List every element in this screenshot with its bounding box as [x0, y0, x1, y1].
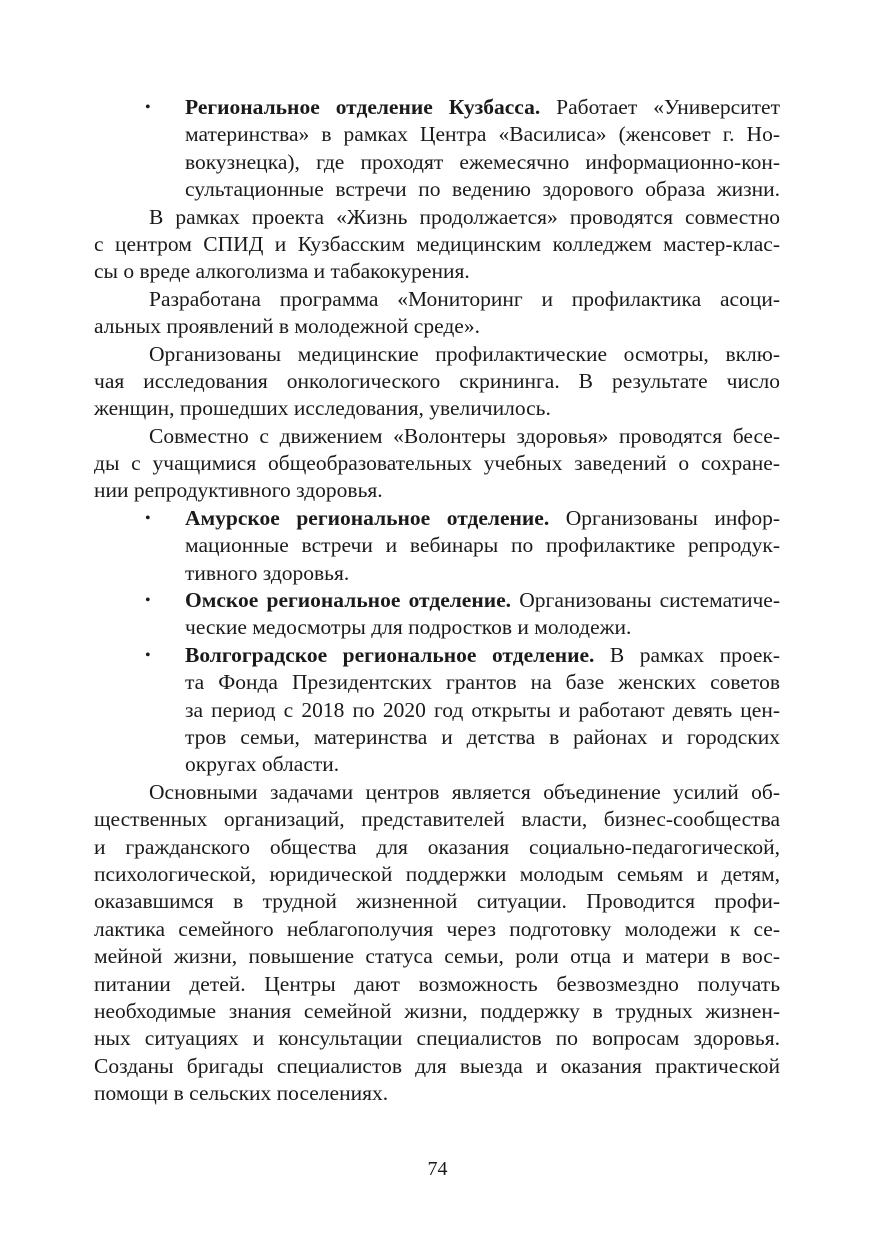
line-text: Работает «Университет: [540, 95, 780, 119]
bold-heading: Амурское региональное отделение.: [185, 505, 550, 530]
text-line: [94, 971, 780, 998]
line-text: вокузнецка), где проходят ежемесячно информационно-кон-: [185, 149, 780, 174]
bullet-marker: •: [145, 592, 151, 610]
line-text: альных проявлений в молодежной среде».: [94, 314, 480, 339]
text-line: [94, 888, 780, 915]
text-line: [94, 341, 780, 368]
line-text: ных ситуациях и консультации специалистов по вопросам здоровья.: [94, 1026, 780, 1051]
line-text: ческие медосмотры для подростков и молодежи.: [185, 615, 632, 640]
line-text: та Фонда Президентских грантов на базе женских советов: [185, 670, 780, 695]
line-text: Разработана программа «Мониторинг и профилактика асоци-: [149, 286, 780, 311]
text-line: [94, 943, 780, 970]
bullet-marker: •: [145, 509, 151, 527]
text-line: [94, 1025, 780, 1052]
bold-heading: Волгоградское региональное отделение.: [185, 642, 595, 667]
text-line: [94, 806, 780, 833]
paragraph: [94, 423, 780, 505]
line-text: мейной жизни, повышение статуса семьи, роли отца и матери в вос-: [94, 944, 780, 969]
bullet-item: [94, 505, 780, 587]
text-line: [94, 368, 780, 395]
bold-heading: Омское региональное отделение.: [185, 588, 512, 613]
line-text: сы о вреде алкоголизма и табакокурения.: [94, 259, 470, 284]
text-line: [94, 450, 780, 477]
line-text: В рамках проек-: [594, 642, 780, 667]
page-number: 74: [427, 1158, 448, 1180]
text-line: [94, 697, 780, 724]
text-line: [94, 998, 780, 1025]
line-text: Созданы бригады специалистов для выезда и оказания практической: [94, 1053, 780, 1078]
line-text: округах области.: [185, 752, 340, 777]
paragraph: [94, 779, 780, 1108]
text-line: [94, 121, 780, 148]
text-line: [94, 614, 780, 641]
bullet-marker: •: [145, 99, 151, 116]
line-text: Совместно с движением «Волонтеры здоровья» проводятся бесе-: [149, 423, 780, 448]
text-line: [94, 532, 780, 559]
text-line: [94, 916, 780, 943]
text-line: [94, 1080, 780, 1107]
paragraph: [94, 204, 780, 286]
line-text: щественных организаций, представителей власти, бизнес-сообщества: [94, 807, 780, 832]
text-line: [94, 642, 780, 669]
line-text: нии репродуктивного здоровья.: [94, 478, 383, 503]
text-line: [94, 1053, 780, 1080]
line-text: мационные встречи и вебинары по профилактике репродук-: [185, 533, 780, 558]
page-body: [94, 94, 780, 1107]
text-line: [94, 724, 780, 751]
text-line: [94, 258, 780, 285]
text-line: [94, 587, 780, 614]
text-line: [94, 505, 780, 532]
bullet-marker: •: [145, 646, 151, 664]
line-text: психологической, юридической поддержки молодым семьям и детям,: [94, 861, 780, 886]
text-line: [94, 204, 780, 231]
line-text: тивного здоровья.: [185, 560, 350, 585]
bullet-item: [94, 587, 780, 642]
line-text: сультационные встречи по ведению здорового образа жизни.: [185, 177, 780, 202]
text-line: [94, 395, 780, 422]
line-text: Основными задачами центров является объединение усилий об-: [149, 779, 780, 804]
text-line: [94, 231, 780, 258]
line-text: необходимые знания семейной жизни, поддержку в трудных жизнен-: [94, 998, 780, 1023]
bold-heading: Региональное отделение Кузбасса.: [185, 95, 541, 119]
text-line: [94, 313, 780, 340]
line-text: Организованы инфор-: [549, 505, 781, 530]
bullet-item: [94, 94, 780, 204]
line-text: за период с 2018 по 2020 год открыты и работают девять цен-: [185, 697, 780, 722]
line-text: чая исследования онкологического скрининга. В результате число: [94, 368, 780, 393]
line-text: и гражданского общества для оказания социально-педагогической,: [94, 834, 780, 859]
line-text: тров семьи, материнства и детства в районах и городских: [185, 724, 780, 749]
text-line: [94, 176, 780, 203]
line-text: оказавшимся в трудной жизненной ситуации. Проводится профи-: [94, 889, 780, 914]
line-text: Организованы медицинские профилактические осмотры, вклю-: [149, 341, 780, 366]
text-line: [94, 751, 780, 778]
text-line: [94, 423, 780, 450]
text-line: [94, 286, 780, 313]
line-text: женщин, прошедших исследования, увеличилось.: [94, 396, 551, 421]
text-line: [94, 669, 780, 696]
line-text: питании детей. Центры дают возможность безвозмездно получать: [94, 971, 780, 996]
text-line: [94, 834, 780, 861]
text-line: [94, 861, 780, 888]
text-line: [94, 560, 780, 587]
line-text: помощи в сельских поселениях.: [94, 1081, 389, 1106]
line-text: В рамках проекта «Жизнь продолжается» проводятся совместно: [149, 204, 780, 229]
text-line: [94, 477, 780, 504]
text-line: [94, 149, 780, 176]
bullet-item: [94, 642, 780, 779]
text-line: [94, 779, 780, 806]
line-text: материнства» в рамках Центра «Василиса» (женсовет г. Но-: [185, 122, 780, 147]
line-text: Организованы систематиче-: [511, 588, 780, 613]
line-text: ды с учащимися общеобразовательных учебных заведений о сохране-: [94, 451, 780, 476]
line-text: с центром СПИД и Кузбасским медицинским колледжем мастер-клас-: [94, 231, 780, 256]
paragraph: [94, 341, 780, 423]
line-text: лактика семейного неблагополучия через подготовку молодежи к се-: [94, 916, 780, 941]
paragraph: [94, 286, 780, 341]
text-line: [94, 94, 780, 121]
